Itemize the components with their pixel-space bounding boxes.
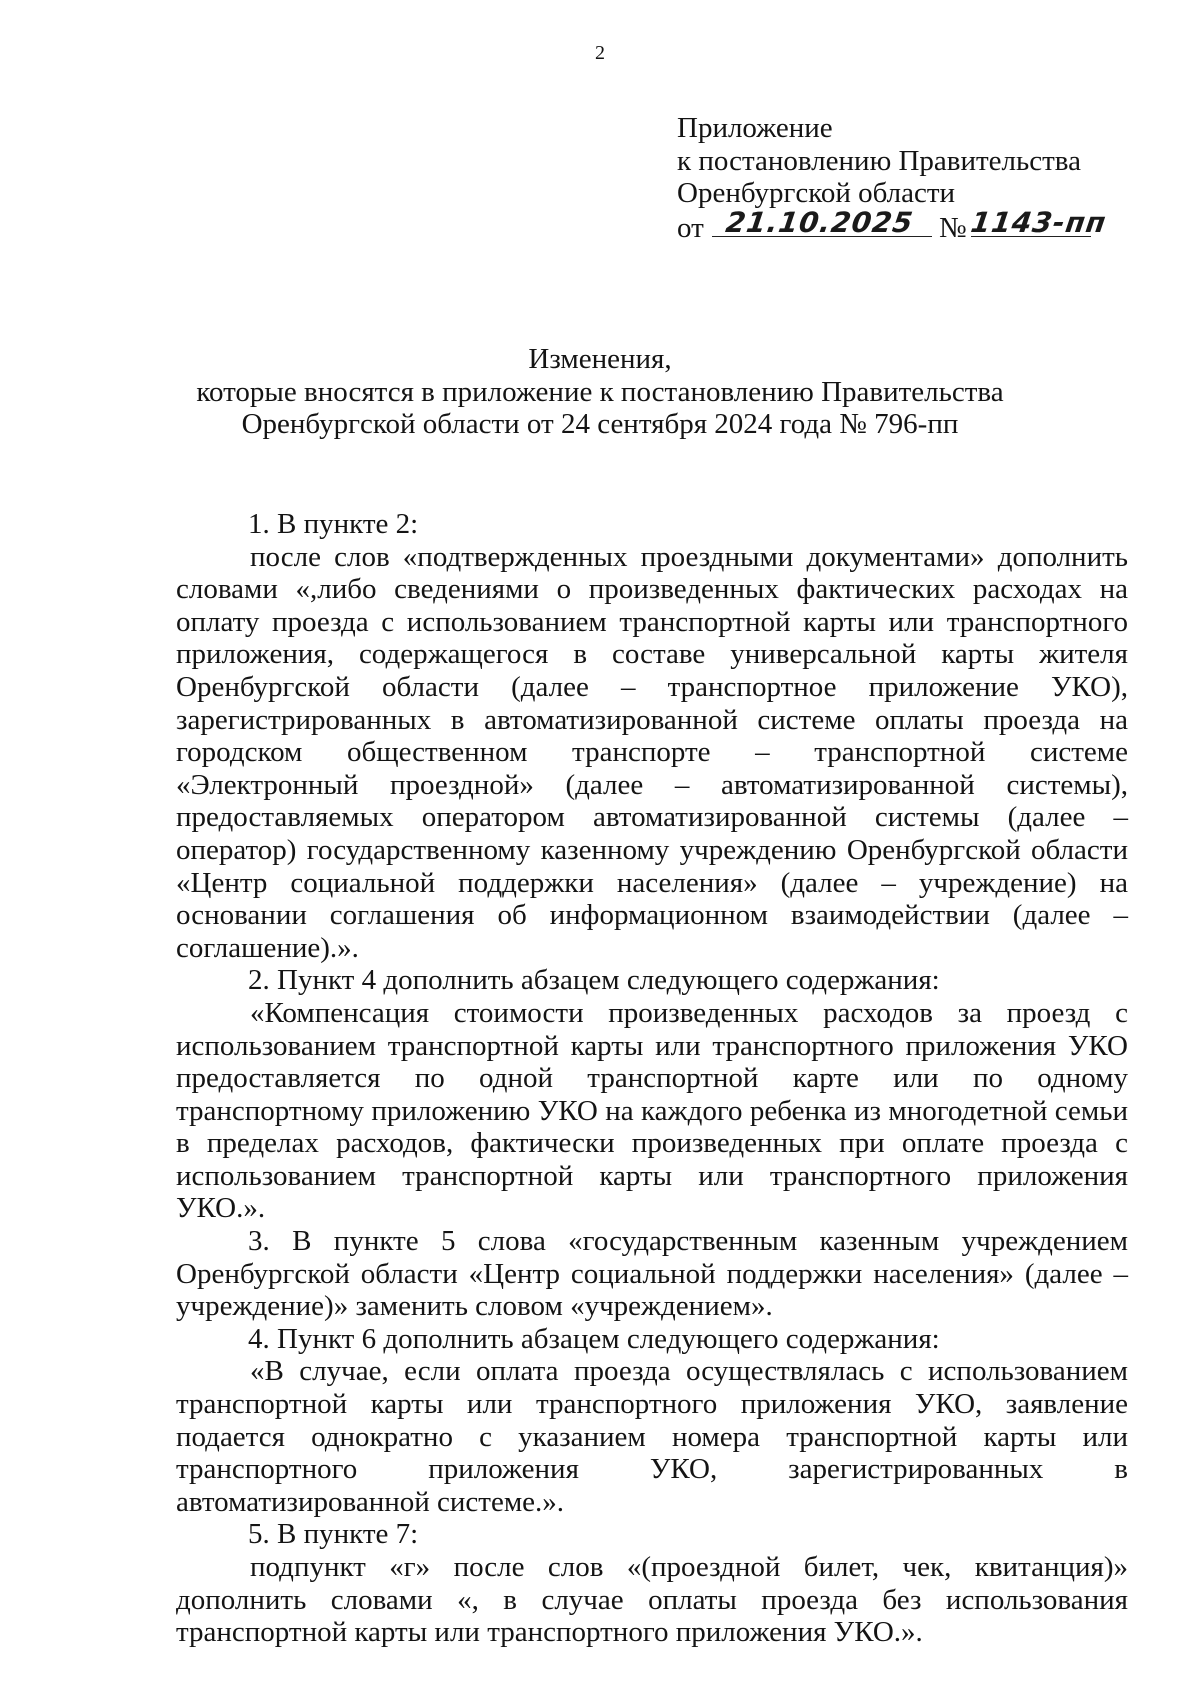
paragraph-text: «Компенсация стоимости произведенных расходов за проезд с использованием транспортной карты или транспортного приложения УКО предоставляется по одной транспортной карте или по одному транспортному приложению УКО на каждого ребенка из многодетной семьи в пределах расходов, фактически произведенных при оплате проезда с использованием транспортной карты или транспортного приложения УКО.». <box>176 996 1128 1225</box>
handwritten-number: 1143-пп <box>968 206 1109 239</box>
paragraph-text: после слов «подтвержденных проездными документами» дополнить словами «,либо сведениями о произведенных фактических расходах на оплату проезда с использованием транспортной карты или транспортного приложения, содержащегося в составе универсальной карты жителя Оренбургской области (далее – транспортное приложение УКО), зарегистрированных в автоматизированной системе оплаты проезда на городском общественном транспорте – транспортной системе «Электронный проездной» (далее – автоматизированной системы), предоставляемых оператором автоматизированной системы (далее – оператор) государственному казенному учреждению Оренбургской области «Центр социальной поддержки населения» (далее – учреждение) на основании соглашения об информационном взаимодействии (далее – соглашение).». <box>176 540 1128 964</box>
paragraph-item-3: 3. В пункте 5 слова «государственным казенным учреждением Оренбургской области «Центр социальной поддержки населения» (далее – учреждение)» заменить словом «учреждением». <box>176 1225 1128 1323</box>
page-number: 2 <box>595 42 605 64</box>
date-field <box>712 206 932 239</box>
document-body <box>176 508 1128 1649</box>
handwritten-date: 21.10.2025 <box>723 206 916 239</box>
appendix-block <box>677 112 1109 244</box>
paragraph-item-1: 1. В пункте 2: <box>248 508 419 540</box>
title-line-1: Изменения, <box>528 343 672 375</box>
number-prefix: № <box>939 211 967 244</box>
paragraph-item-5: 5. В пункте 7: <box>248 1518 419 1551</box>
appendix-reference: к постановлению Правительства <box>677 144 1081 177</box>
appendix-region: Оренбургской области <box>677 177 956 209</box>
paragraph-text: «В случае, если оплата проезда осуществлялась с использованием транспортной карты или транспортного приложения УКО, заявление подается однократно с указанием номера транспортной карты или транспортного приложения УКО, зарегистрированных в автоматизированной системе.». <box>176 1355 1128 1518</box>
paragraph-text: подпункт «г» после слов «(проездной билет, чек, квитанция)» дополнить словами «, в случае оплаты проезда без использования транспортной карты или транспортного приложения УКО.». <box>176 1551 1128 1649</box>
appendix-title: Приложение <box>677 112 833 144</box>
title-line-2: которые вносятся в приложение к постановлению Правительства <box>196 375 1004 408</box>
appendix-date-number-line <box>677 206 1109 245</box>
document-title <box>0 343 1200 441</box>
paragraph-item-2: 2. Пункт 4 дополнить абзацем следующего содержания: <box>248 964 940 997</box>
title-line-3: Оренбургской области от 24 сентября 2024 года № 796-пп <box>241 408 959 440</box>
number-field <box>968 206 1109 239</box>
paragraph-item-4: 4. Пункт 6 дополнить абзацем следующего содержания: <box>248 1322 940 1355</box>
date-prefix: от <box>677 211 704 244</box>
